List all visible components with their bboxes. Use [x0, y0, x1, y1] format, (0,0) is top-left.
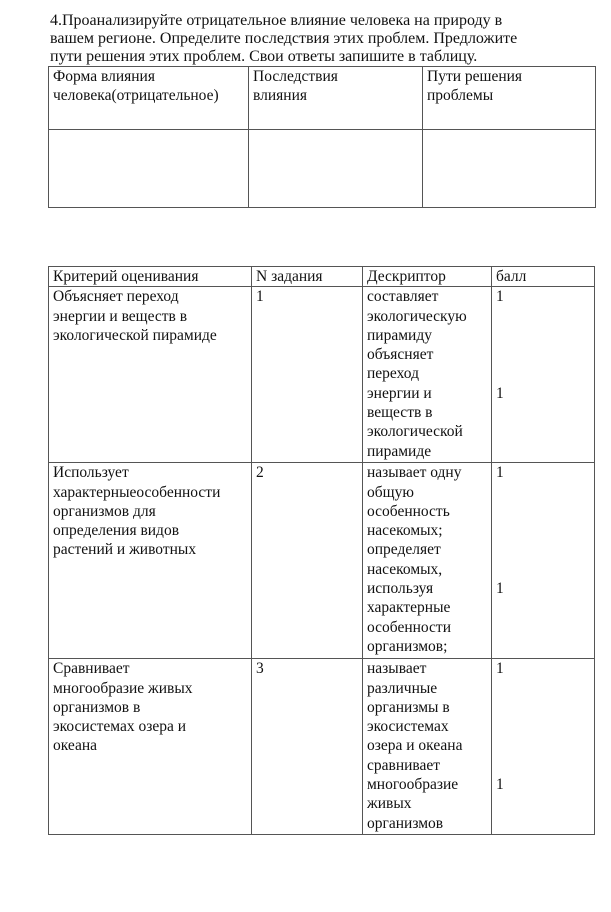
- criterion-cell: [49, 463, 252, 659]
- descriptor-line: пирамиде: [367, 442, 432, 460]
- score-value: 1: [496, 464, 504, 482]
- header-descriptor: Дескриптор: [363, 267, 492, 287]
- descriptor-line: сравнивает: [367, 756, 441, 774]
- criterion-cell: [49, 659, 252, 835]
- descriptor-line: организмов;: [367, 637, 448, 655]
- header-line: влияния: [253, 87, 307, 105]
- criterion-line: Объясняет переход: [53, 288, 179, 306]
- descriptor-line: энергии и: [367, 384, 432, 402]
- header-cell-influence-form: [49, 67, 249, 130]
- header-score: балл: [492, 267, 595, 287]
- descriptor-line: насекомых;: [367, 522, 443, 540]
- assessment-row: [49, 659, 595, 835]
- header-cell-solutions: [423, 67, 596, 130]
- header-line: Последствия: [253, 68, 338, 85]
- criterion-line: многообразие живых: [53, 679, 193, 697]
- task-line: 4.Проанализируйте отрицательное влияние человека на природу в: [50, 12, 503, 29]
- criterion-line: организмов для: [53, 502, 156, 520]
- descriptor-cell: [363, 659, 492, 835]
- descriptor-line: используя: [367, 580, 434, 598]
- descriptor-line: переход: [367, 365, 419, 383]
- influence-table: [48, 66, 596, 208]
- header-line: проблемы: [427, 87, 494, 105]
- task-number-cell: 2: [252, 463, 363, 659]
- score-cell: [492, 659, 595, 835]
- descriptor-line: различные: [367, 679, 438, 697]
- descriptor-line: объясняет: [367, 346, 434, 364]
- descriptor-line: определяет: [367, 541, 441, 559]
- score-value: 1: [496, 288, 504, 306]
- influence-table-header-row: [49, 67, 596, 130]
- answer-cell-solutions[interactable]: [423, 130, 596, 208]
- descriptor-line: называет: [367, 660, 427, 678]
- assessment-row: [49, 287, 595, 463]
- descriptor-line: особенность: [367, 502, 450, 520]
- task-text: [50, 12, 590, 66]
- descriptor-line: озера и океана: [367, 737, 463, 755]
- header-line: Форма влияния: [53, 68, 155, 85]
- criterion-line: океана: [53, 737, 98, 755]
- criterion-line: Использует: [53, 464, 129, 482]
- answer-row: [49, 130, 596, 208]
- criterion-line: Сравнивает: [53, 660, 130, 678]
- descriptor-line: многообразие: [367, 776, 459, 794]
- descriptor-line: пирамиду: [367, 326, 432, 344]
- score-value: 1: [496, 384, 504, 402]
- assessment-row: [49, 463, 595, 659]
- answer-cell-consequences[interactable]: [249, 130, 423, 208]
- criterion-line: определения видов: [53, 522, 180, 540]
- descriptor-cell: [363, 463, 492, 659]
- header-line: человека(отрицательное): [53, 87, 219, 105]
- header-cell-consequences: [249, 67, 423, 130]
- descriptor-line: составляет: [367, 288, 439, 306]
- score-cell: [492, 287, 595, 463]
- answer-cell-influence-form[interactable]: [49, 130, 249, 208]
- score-value: 1: [496, 660, 504, 678]
- descriptor-line: особенности: [367, 618, 452, 636]
- criterion-line: энергии и веществ в: [53, 307, 188, 325]
- descriptor-line: экологическую: [367, 307, 467, 325]
- criterion-line: характерныеособенности: [53, 483, 221, 501]
- criterion-cell: [49, 287, 252, 463]
- descriptor-line: насекомых,: [367, 560, 443, 578]
- task-number-cell: 3: [252, 659, 363, 835]
- descriptor-line: экологической: [367, 423, 463, 441]
- criterion-line: растений и животных: [53, 541, 197, 559]
- descriptor-line: организмы в: [367, 698, 450, 716]
- criterion-line: экосистемах озера и: [53, 718, 186, 736]
- assessment-table: [48, 266, 595, 835]
- descriptor-line: живых: [367, 795, 412, 813]
- assessment-header-row: [49, 267, 595, 287]
- task-line: вашем регионе. Определите последствия этих проблем. Предложите: [50, 30, 518, 47]
- criterion-line: организмов в: [53, 698, 141, 716]
- descriptor-line: экосистемах: [367, 718, 449, 736]
- header-line: Пути решения: [427, 68, 523, 85]
- criterion-line: экологической пирамиде: [53, 326, 217, 344]
- header-criterion: Критерий оценивания: [49, 267, 252, 287]
- score-value: 1: [496, 775, 504, 793]
- header-task-number: N задания: [252, 267, 363, 287]
- descriptor-cell: [363, 287, 492, 463]
- task-number-cell: 1: [252, 287, 363, 463]
- descriptor-line: веществ в: [367, 404, 433, 422]
- descriptor-line: организмов: [367, 814, 444, 832]
- score-cell: [492, 463, 595, 659]
- descriptor-line: общую: [367, 483, 414, 501]
- score-value: 1: [496, 579, 504, 597]
- descriptor-line: характерные: [367, 599, 451, 617]
- descriptor-line: называет одну: [367, 464, 462, 482]
- task-line: пути решения этих проблем. Свои ответы запишите в таблицу.: [50, 48, 478, 65]
